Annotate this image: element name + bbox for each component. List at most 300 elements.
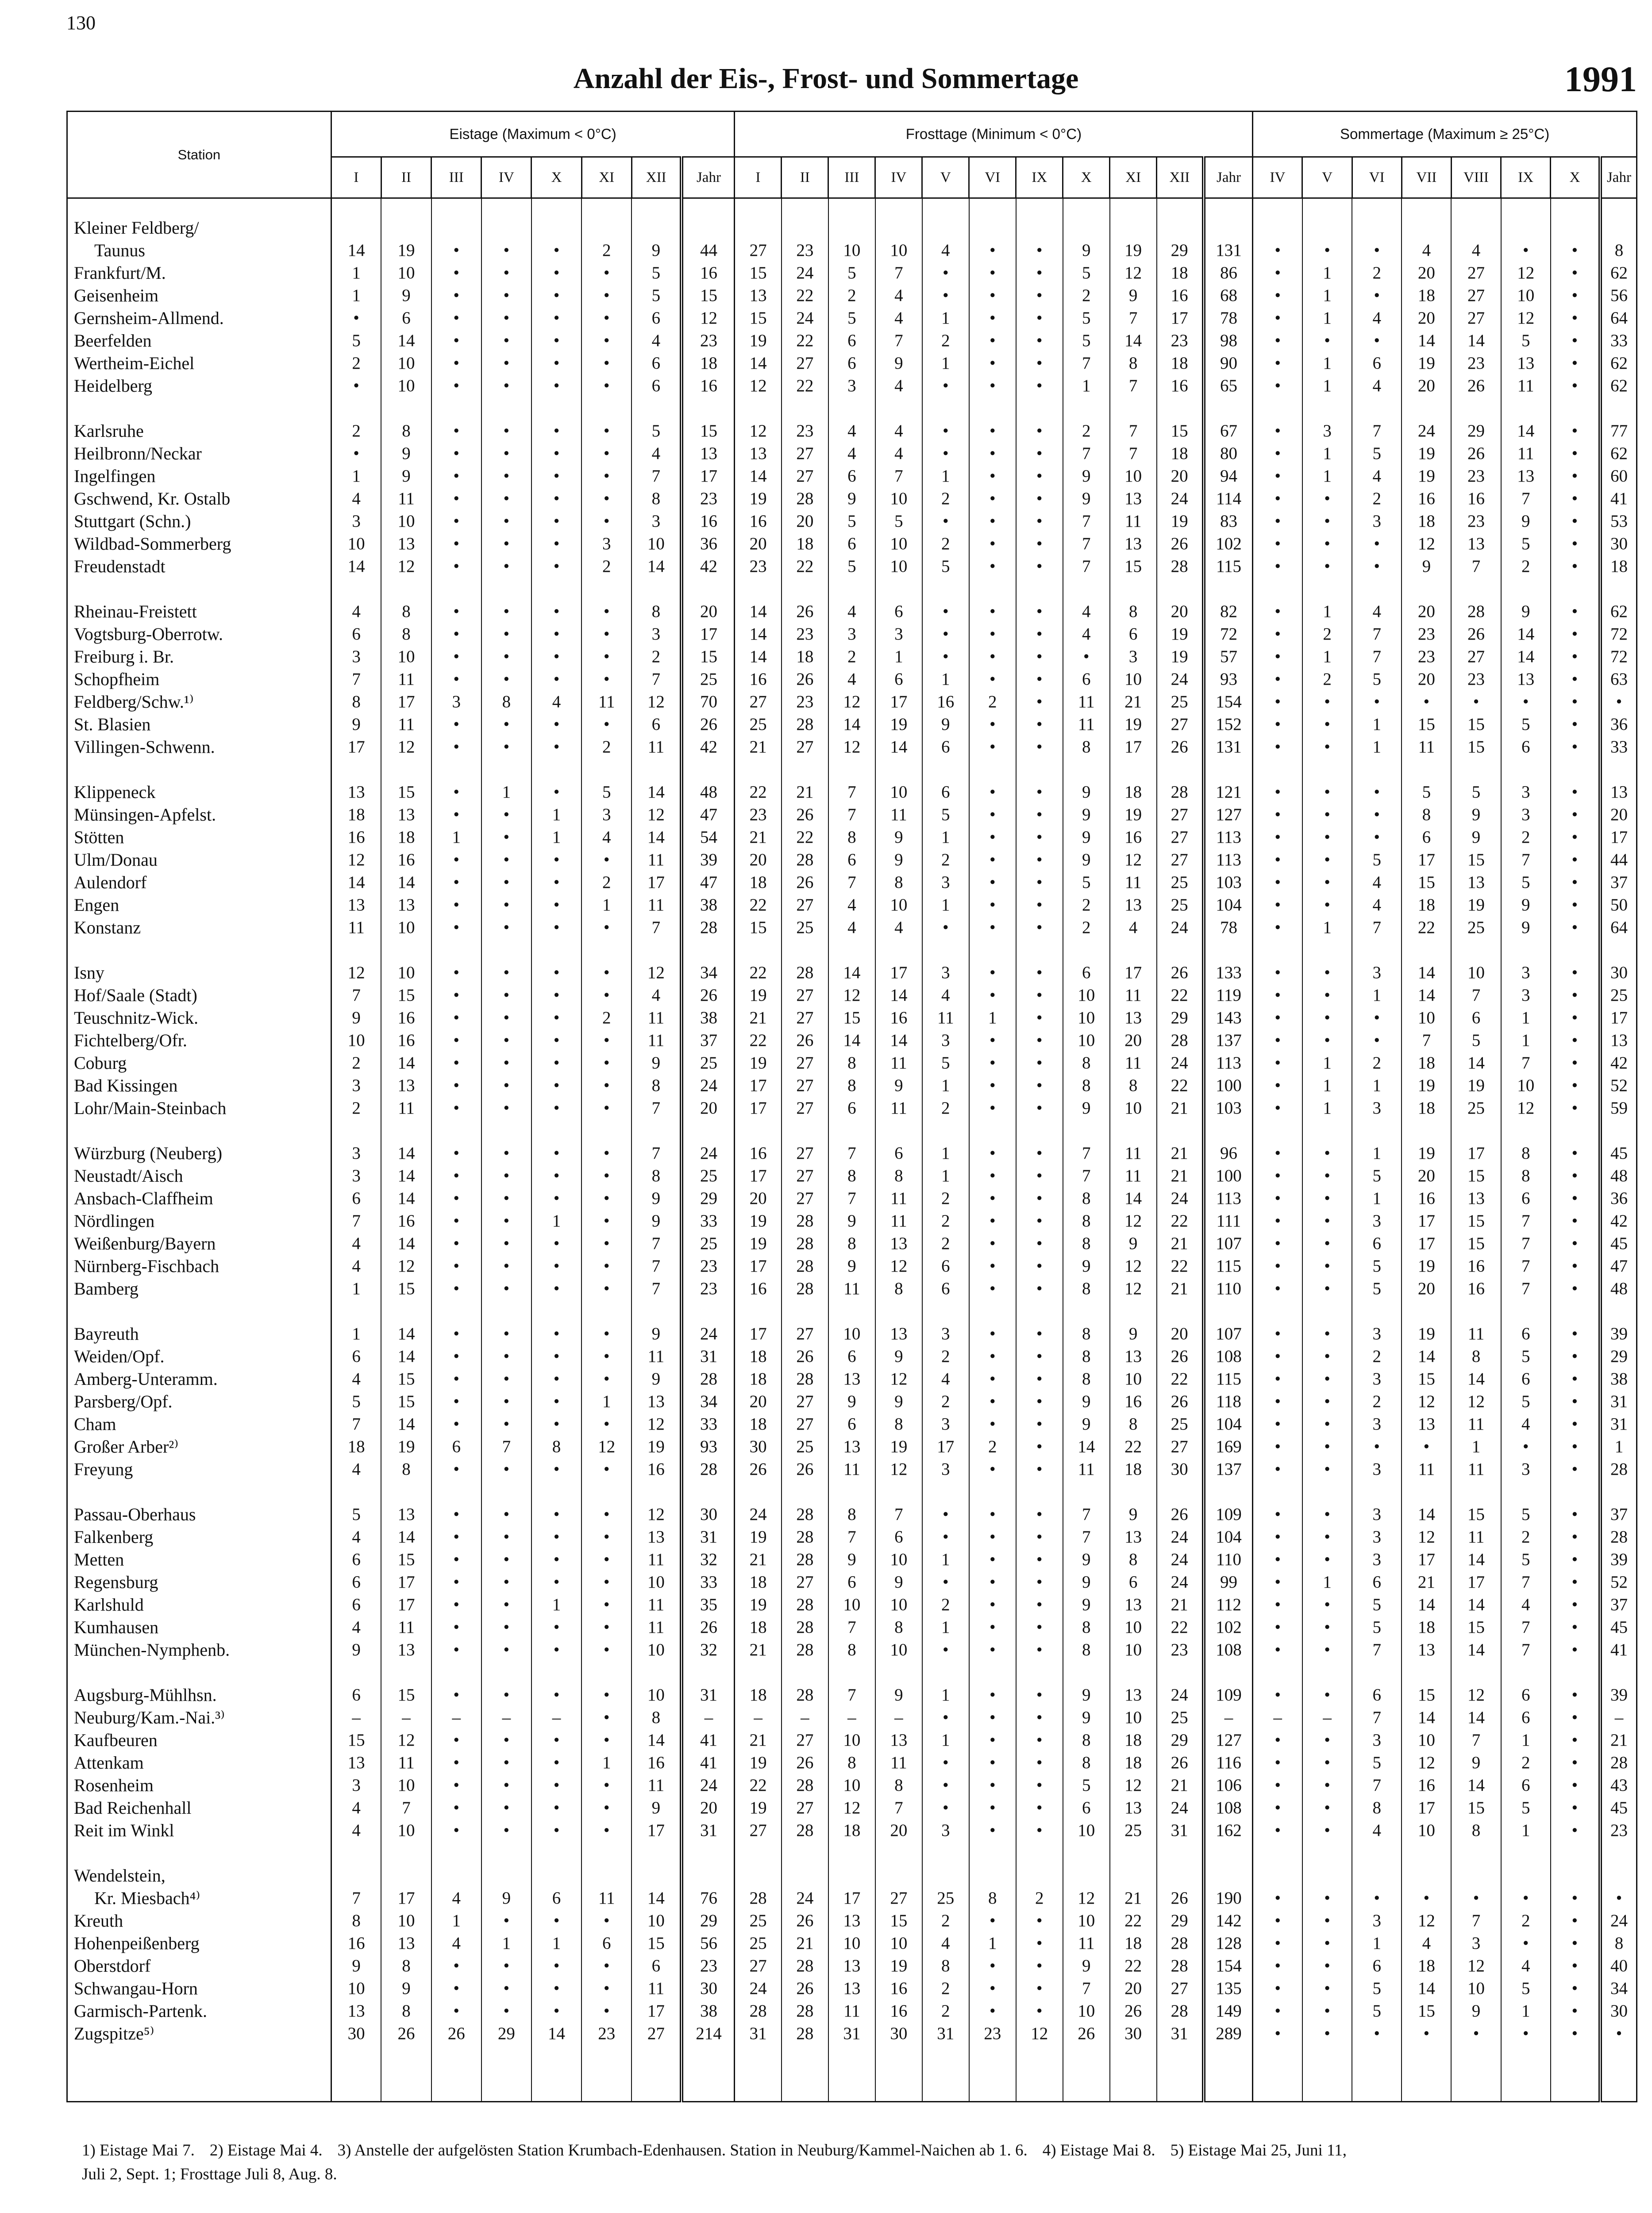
- value-cell: •: [1253, 1503, 1302, 1526]
- value-cell: 9: [632, 1210, 682, 1232]
- value-cell: 37: [1600, 1593, 1637, 1616]
- value-cell: •: [581, 1097, 632, 1119]
- value-cell: •: [1253, 1616, 1302, 1639]
- value-cell: 11: [922, 1006, 969, 1029]
- table-row: [67, 1458, 1637, 1480]
- value-cell: 62: [1600, 262, 1637, 284]
- value-cell: 6: [1501, 1774, 1551, 1797]
- value-cell: •: [1253, 826, 1302, 848]
- value-cell: [922, 1864, 969, 1887]
- value-cell: 6: [1402, 826, 1451, 848]
- value-cell: 20: [1110, 1029, 1157, 1052]
- value-cell: 15: [1451, 1210, 1501, 1232]
- value-cell: •: [531, 1977, 581, 2000]
- value-cell: •: [1551, 329, 1600, 352]
- value-cell: 59: [1600, 1097, 1637, 1119]
- value-cell: 7: [828, 1616, 875, 1639]
- value-cell: •: [1253, 1977, 1302, 2000]
- value-cell: 11: [381, 713, 431, 736]
- value-cell: 12: [1451, 1390, 1501, 1413]
- gap-cell: [67, 397, 331, 420]
- value-cell: •: [1016, 1368, 1063, 1390]
- value-cell: 13: [381, 532, 431, 555]
- value-cell: •: [581, 1955, 632, 1977]
- value-cell: 8: [875, 1164, 922, 1187]
- value-cell: •: [431, 623, 481, 645]
- value-cell: 13: [875, 1232, 922, 1255]
- value-cell: –: [1253, 1706, 1302, 1729]
- value-cell: 10: [632, 1684, 682, 1706]
- value-cell: •: [581, 1819, 632, 1842]
- value-cell: 32: [682, 1548, 734, 1571]
- value-cell: 9: [875, 352, 922, 374]
- value-cell: •: [1501, 1887, 1551, 1909]
- value-cell: •: [1253, 239, 1302, 262]
- value-cell: •: [431, 1074, 481, 1097]
- value-cell: 1: [531, 1210, 581, 1232]
- value-cell: 4: [331, 1255, 381, 1277]
- value-cell: 1: [481, 781, 531, 803]
- value-cell: 1: [922, 1142, 969, 1164]
- value-cell: 19: [1157, 623, 1204, 645]
- value-cell: 17: [735, 1097, 782, 1119]
- value-cell: –: [431, 1706, 481, 1729]
- gap-cell: [581, 1661, 632, 1684]
- value-cell: •: [581, 1593, 632, 1616]
- value-cell: 3: [922, 1029, 969, 1052]
- gap-cell: [1110, 1661, 1157, 1684]
- value-cell: [1204, 216, 1253, 239]
- table-row: [67, 284, 1637, 307]
- value-cell: •: [581, 916, 632, 939]
- gap-cell: [828, 939, 875, 961]
- value-cell: 2: [922, 487, 969, 510]
- value-cell: 4: [1451, 239, 1501, 262]
- value-cell: •: [1016, 668, 1063, 690]
- value-cell: •: [969, 442, 1016, 465]
- value-cell: •: [969, 645, 1016, 668]
- value-cell: •: [1302, 1210, 1352, 1232]
- value-cell: 13: [331, 2000, 381, 2022]
- gap-cell: [581, 397, 632, 420]
- value-cell: •: [1551, 1232, 1600, 1255]
- value-cell: 1: [1302, 1571, 1352, 1593]
- value-cell: 9: [381, 442, 431, 465]
- value-cell: 14: [1451, 1639, 1501, 1661]
- value-cell: •: [969, 1345, 1016, 1368]
- value-cell: 62: [1600, 600, 1637, 623]
- value-cell: 99: [1204, 1571, 1253, 1593]
- value-cell: •: [1302, 2000, 1352, 2022]
- value-cell: 10: [875, 1932, 922, 1955]
- spacer-cell: [531, 198, 581, 217]
- value-cell: 17: [632, 1819, 682, 1842]
- value-cell: •: [969, 826, 1016, 848]
- value-cell: 10: [875, 1593, 922, 1616]
- value-cell: 5: [1352, 848, 1402, 871]
- value-cell: 3: [922, 871, 969, 894]
- value-cell: [828, 216, 875, 239]
- gap-cell: [1253, 1119, 1302, 1142]
- value-cell: 2: [922, 1210, 969, 1232]
- value-cell: 25: [735, 713, 782, 736]
- value-cell: 1: [922, 1729, 969, 1751]
- value-cell: 2: [1501, 555, 1551, 578]
- gap-cell: [381, 1119, 431, 1142]
- value-cell: •: [431, 1345, 481, 1368]
- value-cell: •: [1551, 1526, 1600, 1548]
- spacer-cell: [581, 198, 632, 217]
- value-cell: 23: [735, 803, 782, 826]
- value-cell: •: [481, 442, 531, 465]
- value-cell: 11: [381, 487, 431, 510]
- value-cell: •: [922, 1526, 969, 1548]
- value-cell: •: [969, 1097, 1016, 1119]
- station-name: Heilbronn/Neckar: [67, 442, 331, 465]
- value-cell: 27: [1451, 284, 1501, 307]
- value-cell: 2: [922, 1187, 969, 1210]
- value-cell: 44: [682, 239, 734, 262]
- gap-cell: [1253, 578, 1302, 600]
- value-cell: •: [1016, 1074, 1063, 1097]
- value-cell: •: [1016, 262, 1063, 284]
- gap-cell: [1551, 1300, 1600, 1322]
- value-cell: 190: [1204, 1887, 1253, 1909]
- value-cell: •: [481, 1164, 531, 1187]
- value-cell: 28: [782, 1526, 828, 1548]
- value-cell: 14: [1402, 1345, 1451, 1368]
- value-cell: 8: [381, 1955, 431, 1977]
- value-cell: •: [531, 1458, 581, 1480]
- value-cell: 10: [1110, 668, 1157, 690]
- table-row: [67, 871, 1637, 894]
- value-cell: •: [1016, 961, 1063, 984]
- value-cell: 6: [875, 1526, 922, 1548]
- value-cell: •: [969, 1955, 1016, 1977]
- station-name: Amberg-Unteramm.: [67, 1368, 331, 1390]
- value-cell: 10: [381, 1909, 431, 1932]
- gap-cell: [782, 397, 828, 420]
- value-cell: •: [1253, 1571, 1302, 1593]
- value-cell: 1: [1352, 713, 1402, 736]
- value-cell: •: [1402, 1435, 1451, 1458]
- value-cell: 9: [632, 1797, 682, 1819]
- value-cell: 7: [828, 803, 875, 826]
- value-cell: 13: [1110, 1006, 1157, 1029]
- value-cell: •: [969, 1797, 1016, 1819]
- gap-cell: [922, 939, 969, 961]
- value-cell: 18: [1402, 510, 1451, 532]
- value-cell: 29: [682, 1909, 734, 1932]
- value-cell: 2: [1501, 826, 1551, 848]
- gap-cell: [531, 578, 581, 600]
- gap-cell: [922, 1480, 969, 1503]
- value-cell: 13: [1501, 352, 1551, 374]
- value-cell: 41: [1600, 487, 1637, 510]
- gap-cell: [1110, 758, 1157, 781]
- value-cell: 23: [969, 2022, 1016, 2045]
- month-header-sommer-7: Jahr: [1600, 157, 1637, 198]
- value-cell: 21: [735, 736, 782, 758]
- value-cell: 19: [1110, 713, 1157, 736]
- table-row: [67, 1142, 1637, 1164]
- station-name: Nürnberg-Fischbach: [67, 1255, 331, 1277]
- table-row: [67, 1751, 1637, 1774]
- value-cell: 25: [1600, 984, 1637, 1006]
- gap-cell: [1600, 578, 1637, 600]
- table-row: [67, 1277, 1637, 1300]
- value-cell: 20: [735, 532, 782, 555]
- value-cell: 2: [1352, 1052, 1402, 1074]
- value-cell: 28: [782, 961, 828, 984]
- value-cell: 17: [735, 1164, 782, 1187]
- value-cell: [1402, 1864, 1451, 1887]
- gap-cell: [481, 1480, 531, 1503]
- value-cell: 18: [381, 826, 431, 848]
- value-cell: 13: [735, 442, 782, 465]
- table-row: [67, 1616, 1637, 1639]
- value-cell: 26: [782, 1029, 828, 1052]
- value-cell: 7: [331, 1887, 381, 1909]
- footnote-4: 4) Eistage Mai 8.: [1042, 2141, 1155, 2159]
- table-body: [67, 198, 1637, 2102]
- value-cell: 14: [828, 961, 875, 984]
- month-header-frost-0: I: [735, 157, 782, 198]
- value-cell: •: [531, 1277, 581, 1300]
- value-cell: •: [581, 307, 632, 329]
- value-cell: 23: [1402, 623, 1451, 645]
- gap-cell: [969, 1842, 1016, 1864]
- value-cell: 3: [1352, 1458, 1402, 1480]
- value-cell: 19: [1110, 803, 1157, 826]
- value-cell: 102: [1204, 532, 1253, 555]
- value-cell: •: [531, 1774, 581, 1797]
- value-cell: •: [1302, 1526, 1352, 1548]
- value-cell: •: [969, 1164, 1016, 1187]
- value-cell: 39: [1600, 1322, 1637, 1345]
- value-cell: 21: [1110, 690, 1157, 713]
- value-cell: •: [481, 329, 531, 352]
- gap-cell: [381, 758, 431, 781]
- value-cell: 7: [1402, 1029, 1451, 1052]
- value-cell: 52: [1600, 1074, 1637, 1097]
- value-cell: 10: [1110, 1097, 1157, 1119]
- value-cell: 4: [632, 329, 682, 352]
- value-cell: •: [531, 1029, 581, 1052]
- value-cell: 12: [1402, 1526, 1451, 1548]
- value-cell: 7: [1063, 1164, 1110, 1187]
- value-cell: 9: [828, 1390, 875, 1413]
- value-cell: •: [1302, 1164, 1352, 1187]
- station-name: Nördlingen: [67, 1210, 331, 1232]
- value-cell: [381, 216, 431, 239]
- value-cell: 38: [682, 1006, 734, 1029]
- value-cell: 16: [381, 1210, 431, 1232]
- value-cell: •: [1302, 510, 1352, 532]
- gap-cell: [1253, 1661, 1302, 1684]
- value-cell: •: [531, 1909, 581, 1932]
- value-cell: 28: [735, 2000, 782, 2022]
- value-cell: 10: [381, 1819, 431, 1842]
- value-cell: 1: [1352, 1932, 1402, 1955]
- value-cell: •: [1551, 1639, 1600, 1661]
- value-cell: 41: [682, 1729, 734, 1751]
- value-cell: •: [531, 262, 581, 284]
- gap-cell: [1204, 1119, 1253, 1142]
- value-cell: 5: [828, 555, 875, 578]
- value-cell: •: [581, 465, 632, 487]
- value-cell: 133: [1204, 961, 1253, 984]
- value-cell: 8: [1110, 600, 1157, 623]
- value-cell: •: [1253, 510, 1302, 532]
- value-cell: 15: [381, 984, 431, 1006]
- value-cell: 9: [1063, 848, 1110, 871]
- value-cell: •: [481, 1097, 531, 1119]
- value-cell: 12: [875, 1255, 922, 1277]
- gap-cell: [1063, 939, 1110, 961]
- gap-cell: [1501, 578, 1551, 600]
- table-row: [67, 532, 1637, 555]
- value-cell: 6: [875, 600, 922, 623]
- value-cell: [782, 216, 828, 239]
- gap-cell: [1600, 1661, 1637, 1684]
- value-cell: 28: [782, 1955, 828, 1977]
- value-cell: 22: [782, 826, 828, 848]
- value-cell: 18: [1402, 1955, 1451, 1977]
- value-cell: •: [1253, 645, 1302, 668]
- value-cell: 13: [1501, 465, 1551, 487]
- value-cell: 8: [1110, 1074, 1157, 1097]
- value-cell: •: [1016, 239, 1063, 262]
- gap-cell: [331, 578, 381, 600]
- value-cell: •: [1451, 2022, 1501, 2045]
- value-cell: 22: [1110, 1909, 1157, 1932]
- value-cell: •: [431, 329, 481, 352]
- value-cell: 40: [1600, 1955, 1637, 1977]
- value-cell: 9: [1110, 1503, 1157, 1526]
- value-cell: 4: [331, 1458, 381, 1480]
- value-cell: 8: [828, 1232, 875, 1255]
- value-cell: 11: [1402, 736, 1451, 758]
- gap-cell: [969, 1300, 1016, 1322]
- value-cell: 28: [782, 2000, 828, 2022]
- value-cell: 20: [735, 1187, 782, 1210]
- value-cell: 6: [828, 352, 875, 374]
- gap-cell: [1352, 397, 1402, 420]
- value-cell: 9: [1110, 284, 1157, 307]
- value-cell: 5: [1063, 871, 1110, 894]
- gap-cell: [581, 1842, 632, 1864]
- value-cell: •: [431, 984, 481, 1006]
- value-cell: •: [431, 1006, 481, 1029]
- value-cell: •: [1253, 894, 1302, 916]
- value-cell: 11: [632, 1029, 682, 1052]
- filler-cell: [632, 2045, 682, 2102]
- value-cell: 9: [381, 1977, 431, 2000]
- value-cell: 6: [1501, 1368, 1551, 1390]
- value-cell: 112: [1204, 1593, 1253, 1616]
- gap-cell: [1110, 578, 1157, 600]
- value-cell: 6: [331, 623, 381, 645]
- value-cell: •: [531, 1616, 581, 1639]
- value-cell: •: [531, 668, 581, 690]
- value-cell: 7: [1501, 1210, 1551, 1232]
- value-cell: 14: [1402, 1706, 1451, 1729]
- gap-cell: [1352, 1119, 1402, 1142]
- value-cell: •: [1253, 871, 1302, 894]
- value-cell: 14: [1451, 1052, 1501, 1074]
- spacer-cell: [682, 198, 734, 217]
- value-cell: 5: [1352, 1255, 1402, 1277]
- value-cell: 21: [1157, 1277, 1204, 1300]
- value-cell: 27: [1451, 307, 1501, 329]
- value-cell: •: [531, 1503, 581, 1526]
- gap-cell: [1451, 1661, 1501, 1684]
- value-cell: •: [1551, 871, 1600, 894]
- gap-cell: [828, 1661, 875, 1684]
- value-cell: 1: [1302, 600, 1352, 623]
- gap-cell: [581, 939, 632, 961]
- table-row: [67, 1435, 1637, 1458]
- filler-cell: [782, 2045, 828, 2102]
- value-cell: •: [969, 1639, 1016, 1661]
- gap-cell: [531, 758, 581, 781]
- value-cell: 1: [1302, 352, 1352, 374]
- value-cell: 113: [1204, 1187, 1253, 1210]
- value-cell: •: [1016, 420, 1063, 442]
- value-cell: •: [1302, 1232, 1352, 1255]
- value-cell: 23: [682, 1955, 734, 1977]
- value-cell: 26: [782, 600, 828, 623]
- value-cell: 7: [828, 1142, 875, 1164]
- value-cell: •: [581, 1503, 632, 1526]
- value-cell: •: [1302, 803, 1352, 826]
- value-cell: •: [1253, 984, 1302, 1006]
- value-cell: 3: [1352, 1097, 1402, 1119]
- gap-cell: [1501, 1480, 1551, 1503]
- value-cell: 54: [682, 826, 734, 848]
- value-cell: •: [481, 961, 531, 984]
- value-cell: 1: [1302, 284, 1352, 307]
- value-cell: 5: [1352, 1751, 1402, 1774]
- gap-cell: [828, 758, 875, 781]
- value-cell: 16: [682, 374, 734, 397]
- value-cell: •: [1302, 1616, 1352, 1639]
- value-cell: 3: [922, 1322, 969, 1345]
- value-cell: 2: [1063, 284, 1110, 307]
- value-cell: 24: [1157, 668, 1204, 690]
- value-cell: 1: [922, 352, 969, 374]
- value-cell: [735, 216, 782, 239]
- value-cell: 28: [682, 1368, 734, 1390]
- value-cell: 25: [922, 1887, 969, 1909]
- station-name: Bad Reichenhall: [67, 1797, 331, 1819]
- value-cell: 30: [1600, 532, 1637, 555]
- value-cell: •: [922, 262, 969, 284]
- value-cell: 29: [682, 1187, 734, 1210]
- spacer-cell: [431, 198, 481, 217]
- value-cell: •: [1253, 307, 1302, 329]
- value-cell: 1: [875, 645, 922, 668]
- value-cell: 11: [875, 1187, 922, 1210]
- filler-cell: [581, 2045, 632, 2102]
- gap-cell: [1302, 939, 1352, 961]
- value-cell: 6: [632, 713, 682, 736]
- value-cell: 7: [632, 1255, 682, 1277]
- gap-cell: [581, 1119, 632, 1142]
- value-cell: 33: [682, 1571, 734, 1593]
- value-cell: •: [922, 1797, 969, 1819]
